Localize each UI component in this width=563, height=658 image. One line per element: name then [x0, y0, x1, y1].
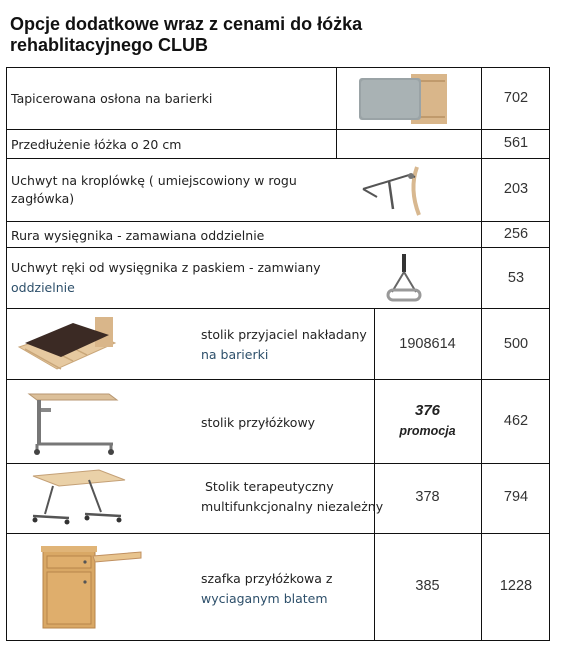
- row-label-continued: oddzielnie: [11, 280, 75, 295]
- product-code: 376: [414, 402, 441, 419]
- table-row: [6, 463, 550, 533]
- price: 561: [503, 135, 529, 151]
- title-line-1: Opcje dodatkowe wraz z cenami do łóżka: [10, 14, 363, 34]
- price: 702: [503, 90, 529, 106]
- row-label: stolik przyjaciel nakładany: [201, 327, 367, 342]
- table-row: [6, 129, 550, 158]
- table-row: [6, 158, 550, 221]
- product-code: 378: [415, 489, 440, 505]
- row-label: szafka przyłóżkowa z: [201, 571, 333, 586]
- table-row: [6, 308, 550, 379]
- table-row: [6, 379, 550, 463]
- drip-holder-image: [359, 163, 439, 219]
- title-line-2: rehablitacyjnego CLUB: [10, 35, 209, 55]
- price: 256: [503, 226, 529, 242]
- row-label: Uchwyt ręki od wysięgnika z paskiem - zamwiany: [11, 260, 321, 275]
- price: 794: [503, 489, 529, 505]
- price: 1228: [499, 578, 533, 594]
- row-label: stolik przyłóżkowy: [201, 415, 316, 430]
- row-label-continued: zagłówka): [11, 191, 75, 206]
- hand-grip-image: [382, 252, 426, 306]
- therapy-table-image: [29, 466, 129, 530]
- table-row: [6, 533, 550, 641]
- promotion-note: promocja: [399, 424, 456, 438]
- table-row: [6, 67, 550, 129]
- overbed-table-image: [23, 384, 123, 458]
- padded-rail-cover-image: [357, 72, 449, 126]
- page-title: [10, 14, 550, 56]
- row-label: Przedłużenie łóżka o 20 cm: [11, 137, 182, 152]
- bedside-cabinet-image: [37, 542, 145, 634]
- price: 203: [503, 181, 529, 197]
- row-label: Uchwyt na kroplówkę ( umiejscowiony w rogu: [11, 173, 297, 188]
- row-label: Tapicerowana osłona na barierki: [11, 91, 213, 106]
- row-label-continued: multifunkcjonalny niezależny: [201, 499, 384, 514]
- price: 462: [503, 413, 529, 429]
- row-label: Stolik terapeutyczny: [205, 479, 334, 494]
- price: 500: [503, 336, 529, 352]
- price-table: [6, 67, 550, 641]
- rail-table-image: [17, 313, 117, 375]
- row-label-continued: wyciaganym blatem: [201, 591, 328, 606]
- table-row: [6, 221, 550, 247]
- row-label: Rura wysięgnika - zamawiana oddzielnie: [11, 228, 265, 243]
- table-row: [6, 247, 550, 308]
- row-label-continued: na barierki: [201, 347, 269, 362]
- price: 53: [507, 270, 525, 286]
- product-code: 1908614: [399, 336, 456, 352]
- product-code: 385: [415, 578, 440, 594]
